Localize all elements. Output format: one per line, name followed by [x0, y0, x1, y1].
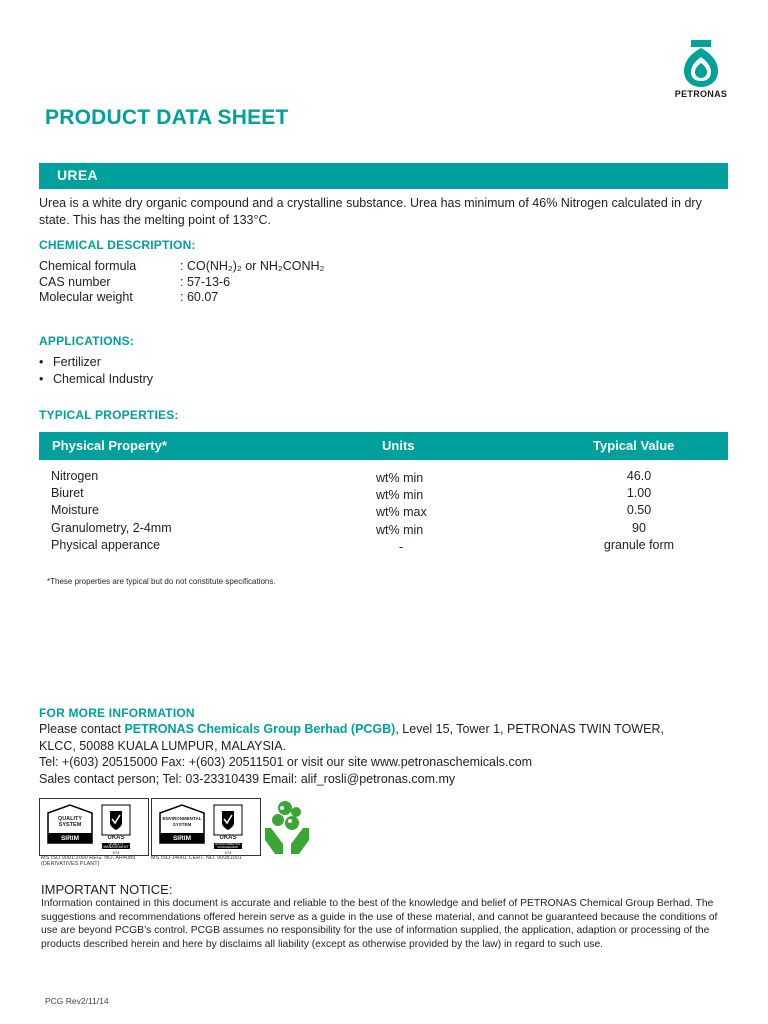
certification-logos: [39, 798, 329, 867]
value-cell: 46.0: [626, 469, 652, 483]
table-row: [39, 503, 728, 520]
responsible-care-icon: [263, 800, 313, 856]
properties-table-header: [39, 432, 728, 460]
contact-suffix: , Level 15, Tower 1, PETRONAS TWIN TOWER,: [395, 722, 664, 736]
list-item: [39, 354, 153, 371]
property-cell: Biuret: [51, 486, 84, 501]
value-cell: 0.50: [626, 503, 652, 518]
product-name: UREA: [57, 167, 98, 183]
application-label: Chemical Industry: [53, 372, 154, 386]
property-cell: Nitrogen: [51, 469, 99, 483]
properties-footnote: *These properties are typical but do not constitute specifications.: [47, 577, 276, 586]
chemical-row: [39, 290, 324, 306]
revision-code: PCG Rev2/11/14: [45, 996, 109, 1006]
table-row: [39, 521, 728, 538]
column-header-units: Units: [382, 438, 415, 453]
value-cell: 1.00: [626, 486, 652, 501]
ukas-sub-label: ENVIRONMENTAL MANAGEMENT: [215, 841, 241, 849]
product-description: Urea is a white dry organic compound and a crystalline substance. Urea has minimum of 46% Nitrogen calculated in dry state. This has the melting point of 133°C.: [39, 196, 702, 227]
chemical-value: : 60.07: [180, 290, 219, 304]
ukas-sub-label: QUALITY MANAGEMENT: [103, 841, 129, 849]
value-cell: 90: [632, 520, 646, 535]
page-title: PRODUCT DATA SHEET: [45, 106, 289, 129]
typical-properties-heading: TYPICAL PROPERTIES:: [39, 408, 179, 422]
table-row: [39, 486, 728, 503]
product-banner: [39, 163, 728, 189]
sales-contact-line: Sales contact person; Tel: 03-23310439 Email: alif_rosli@petronas.com.my: [39, 771, 456, 786]
property-cell: Granulometry, 2-4mm: [51, 520, 172, 535]
logo-text: PETRONAS: [674, 89, 728, 99]
contact-prefix: Please contact: [39, 722, 125, 736]
environmental-badge-text: ENVIRONMENTAL SYSTEM: [162, 816, 202, 827]
bullet-icon: •: [39, 372, 44, 386]
notice-body: Information contained in this document is accurate and reliable to the best of the knowledge and belief of PETRONAS Chemical Group Berhad. The suggestions and recommendations offered herein serve as a guide in the use of these material, and cannot be guaranteed because the conditions of use are beyond PCGB’s control. PCGB assumes no responsibility for the use of information supplied, the application, adaption or processing of the products described herein and here by disclaims all liability (except as otherwise provided by the law) in regard to such use.: [41, 898, 718, 950]
chemical-label: Molecular weight: [39, 290, 133, 304]
properties-table-body: [39, 469, 728, 555]
application-label: Fertilizer: [53, 355, 101, 369]
responsible-care-logo: [263, 800, 313, 856]
units-cell: wt% min: [376, 488, 424, 503]
notice-heading: IMPORTANT NOTICE:: [41, 882, 173, 897]
company-name: PETRONAS Chemicals Group Berhad (PCGB): [124, 722, 396, 736]
chemical-row: [39, 259, 324, 275]
environmental-cert-caption: MS ISO 14001 CERT. NO. 00081001: [151, 855, 242, 861]
sirim-environmental-icon: [152, 799, 260, 855]
column-header-value: Typical Value: [593, 438, 675, 453]
units-cell: wt% min: [376, 522, 424, 537]
applications-list: [39, 354, 153, 388]
property-cell: Moisture: [51, 503, 99, 518]
chemical-row: [39, 275, 324, 291]
quality-cert-plant: (DERIVATIVES PLANT): [41, 861, 100, 867]
chemical-description-heading: CHEMICAL DESCRIPTION:: [39, 238, 196, 252]
quality-badge-text: QUALITY SYSTEM: [57, 816, 83, 828]
environmental-system-cert: [151, 798, 261, 856]
more-info-body: [39, 721, 664, 787]
more-info-heading: FOR MORE INFORMATION: [39, 706, 195, 720]
list-item: [39, 371, 153, 388]
chemical-value: : CO(NH₂)₂ or NH₂CONH₂: [180, 259, 325, 273]
petronas-logo: [668, 38, 734, 106]
units-cell: -: [399, 539, 404, 554]
ukas-label: UKAS: [219, 835, 237, 841]
table-row: [39, 538, 728, 555]
chemical-label: Chemical formula: [39, 259, 137, 273]
chemical-description-table: [39, 259, 324, 306]
ukas-number: 074: [112, 849, 120, 855]
units-cell: wt% max: [376, 505, 427, 520]
value-cell: granule form: [603, 537, 675, 552]
petronas-logo-icon: [681, 38, 721, 88]
quality-system-cert: [39, 798, 149, 856]
quality-cert-reg: MS ISO 9001:2000 REG. NO. AR4089: [41, 855, 136, 861]
bullet-icon: •: [39, 355, 44, 369]
applications-heading: APPLICATIONS:: [39, 334, 135, 348]
ukas-label: UKAS: [107, 835, 125, 841]
phone-line: Tel: +(603) 20515000 Fax: +(603) 20511501 or visit our site www.petronaschemicals.com: [39, 755, 533, 769]
ukas-number: 074: [224, 849, 232, 855]
sirim-label: SIRIM: [60, 835, 80, 842]
units-cell: wt% min: [376, 471, 424, 485]
quality-cert-caption: [41, 855, 135, 867]
address-line: KLCC, 50088 KUALA LUMPUR, MALAYSIA.: [39, 738, 287, 753]
table-row: [39, 469, 728, 486]
chemical-label: CAS number: [39, 274, 111, 289]
sirim-label: SIRIM: [172, 835, 192, 842]
column-header-property: Physical Property*: [52, 438, 167, 453]
chemical-value: : 57-13-6: [180, 274, 231, 289]
property-cell: Physical apperance: [51, 537, 161, 552]
contact-line: [39, 721, 664, 738]
